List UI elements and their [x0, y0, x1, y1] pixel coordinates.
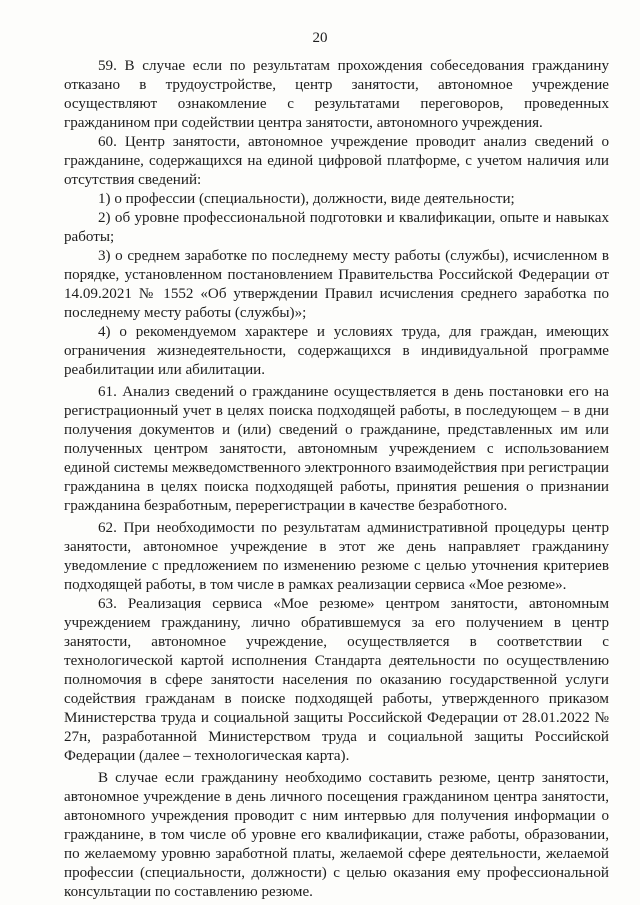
paragraph-62: 62. При необходимости по результатам административной процедуры центр занятости, автономное учреждение в этот же день направляет гражданину уведомление с предложением по изменению резюме с целью уточнения критериев подходящей работы, в том числе в рамках реализации сервиса «Мое резюме». [64, 520, 609, 593]
document-body [64, 57, 609, 902]
paragraph-59: 59. В случае если по результатам прохождения собеседования гражданину отказано в трудоустройстве, центр занятости, автономное учреждение осуществляют ознакомление с результатами переговоров, проведенных гражданином при содействии центра занятости, автономного учреждения. [64, 58, 609, 131]
paragraph-63: 63. Реализация сервиса «Мое резюме» центром занятости, автономным учреждением гражданину, лично обратившемуся за его получением в центр занятости, автономное учреждение, осуществляется в соответствии с технологической картой исполнения Стандарта деятельности по осуществлению полномочия в сфере занятости населения по оказанию государственной услуги содействия гражданам в поиске подходящей работы, утвержденного приказом Министерства труда и социальной защиты Российской Федерации от 28.01.2022 № 27н, разработанной Министерством труда и социальной защиты Российской Федерации (далее – технологическая карта). [64, 596, 609, 764]
list-item-4: 4) о рекомендуемом характере и условиях труда, для граждан, имеющих ограничения жизнедеятельности, содержащихся в индивидуальной программе реабилитации или абилитации. [64, 324, 609, 378]
paragraph-resume: В случае если гражданину необходимо составить резюме, центр занятости, автономное учреждение в день личного посещения гражданином центра занятости, автономного учреждения проводит с ним интервью для получения информации о гражданине, в том числе об уровне его квалификации, стаже работы, образовании, по желаемому уровню заработной платы, желаемой сфере деятельности, желаемой профессии (специальности, должности) с целью оказания ему профессиональной консультации по составлению резюме. [64, 770, 609, 900]
paragraph-60: 60. Центр занятости, автономное учреждение проводит анализ сведений о гражданине, содержащихся на единой цифровой платформе, с учетом наличия или отсутствия сведений: [64, 134, 609, 188]
list-item-2: 2) об уровне профессиональной подготовки и квалификации, опыте и навыках работы; [64, 210, 609, 245]
paragraph-61: 61. Анализ сведений о гражданине осуществляется в день постановки его на регистрационный учет в целях поиска подходящей работы, в последующем – в дни получения документов и (или) сведений о гражданине, представленных им или полученных центром занятости, автономным учреждением с использованием единой системы межведомственного электронного взаимодействия при регистрации гражданина в целях поиска подходящей работы, принятия решения о признании гражданина безработным, перерегистрации в качестве безработного. [64, 384, 609, 514]
list-item-1: 1) о профессии (специальности), должности, виде деятельности; [98, 191, 515, 207]
list-item-3: 3) о среднем заработке по последнему месту работы (службы), исчисленном в порядке, установленном постановлением Правительства Российской Федерации от 14.09.2021 № 1552 «Об утверждении Правил исчисления среднего заработка по последнему месту работы (службы)»; [64, 248, 609, 321]
page-number: 20 [312, 30, 328, 46]
